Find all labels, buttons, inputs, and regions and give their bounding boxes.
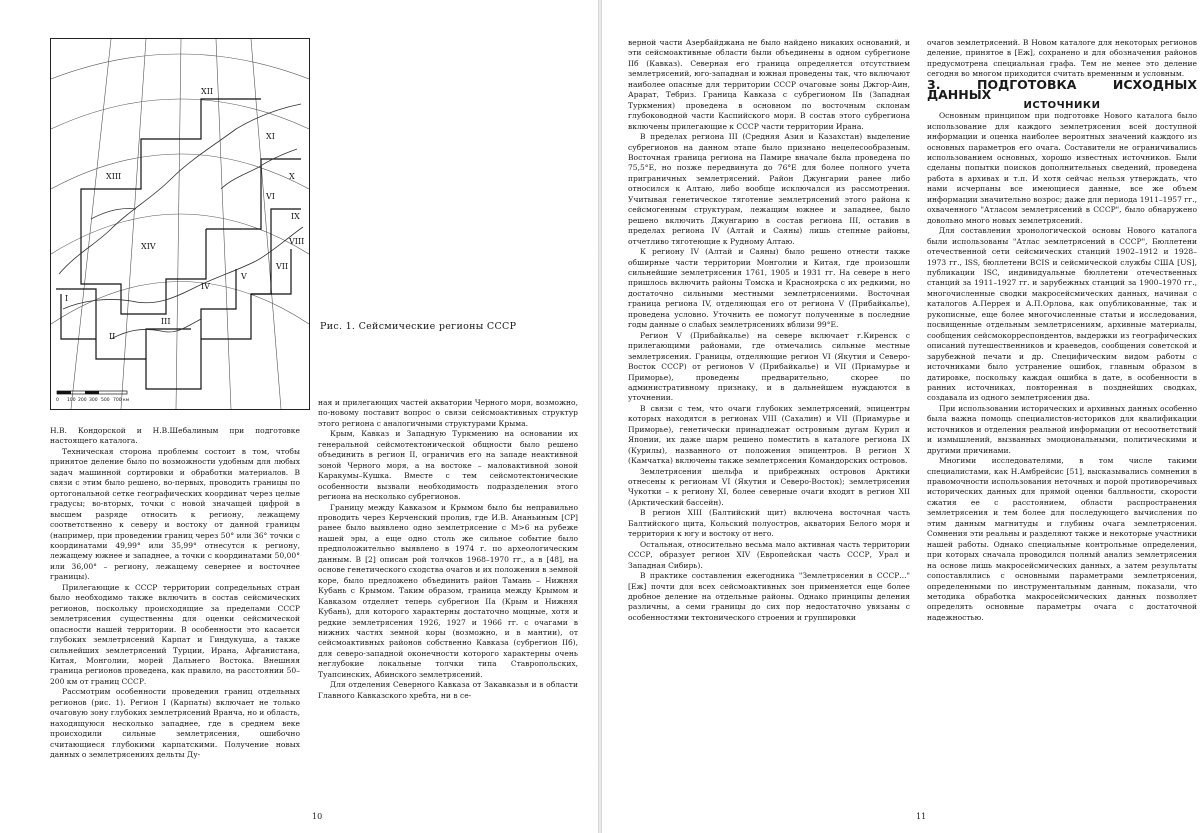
figure-caption: Рис. 1. Сейсмические регионы СССР	[320, 321, 517, 332]
paragraph: Техническая сторона проблемы состоит в том, чтобы принятое деление было по возможности удобным для любых задач машинной сортировки и обработки материалов. В связи с этим было решено, во-первых, проводить границы по ортогональной сетке географических координат через целые градусы; во-вторых, точки с новой значащей цифрой в высшем разряде относить к региону, лежащему соответственно к северу и востоку от данной границы (например, при проведении границ через 50° или 36° точки с координатами 49,99° или 35,99° отнесутся к региону, лежащему южнее и западнее, а точки с координатами 50,00° или 36,00° – региону, лежащему севернее и восточнее границы).	[50, 446, 300, 582]
scale-tick-label: 100	[67, 398, 76, 403]
scale-tick-label: 700 км	[113, 398, 130, 403]
paragraph: Крым, Кавказ и Западную Туркмению на основании их генеральной сейсмотектонической общности было решено объединить в регион II, ограничив его на западе неактивной зоной Черного моря, а на востоке – маловактивной зоной Каракумы–Кушка. Вместе с тем сейсмотектонические особенности вызвали необходимость подразделения этого региона на несколько субрегионов.	[318, 429, 578, 502]
map-label-region: IV	[201, 282, 210, 291]
paragraph: Землетрясения шельфа и прибрежных островов Арктики отнесены к регионам VI (Якутия и Северо-Восток); землетрясения Чукотки – к региону XI, более северные очаги входят в регион XII (Арктический бассейн).	[628, 466, 910, 507]
map-label-region: I	[65, 294, 69, 303]
paragraph: В регион XIII (Балтийский щит) включена восточная часть Балтийского щита, Кольский полуостров, акватория Белого моря и территория к югу и востоку от него.	[628, 508, 910, 539]
left-page-column-2	[318, 398, 578, 808]
paragraph: Многими исследователями, в том числе такими специалистами, как Н.Амбрейсис [51], высказывались сомнения в правомочности использования неточных и порой противоречивых исторических данных для прямой оценки балльности, скорости сжатия ее с расстоянием, области распространения землетрясения и тем более для последующего вычисления по этим данным магнитуды и глубины очага землетрясения. Сомнения эти реальны и разделяют также и некоторые участники нашей работы. Однако специальные контрольные определения, при которых сначала проводился полный анализ землетрясения на основе лишь макросейсмических данных, а затем результаты сопоставлялись с основными параметрами землетрясения, определенными по инструментальным данным, показали, что методика обработка макросейсмических данных позволяет определять основные параметры очага с достаточной надежностью.	[927, 456, 1197, 622]
map-label-region: II	[109, 332, 116, 341]
subsection-heading: ИСТОЧНИКИ	[1023, 99, 1101, 111]
map-label-region: VI	[266, 192, 275, 201]
paragraph: К региону IV (Алтай и Саяны) было решено отнести также обширные части территории Монголии и Китая, где произошли сильнейшие землетрясения 1761, 1905 и 1931 гг. На севере в него пришлось включить районы Томска и Красноярска с их редкими, но достаточно сильными местными землетрясениями. Восточная граница региона IV, отделяющая его от региона V (Прибайкалье), проведена условно. Уточнить ее помогут полученные в последние годы данные о слабых землетрясениях вблизи 99°E.	[628, 247, 910, 330]
scale-tick-label: 0	[56, 398, 59, 403]
paragraph: Прилегающие к СССР территории сопредельных стран было необходимо также включить в состав сейсмических регионов, поскольку происходящие за пределами СССР землетрясения существенны для оценки сейсмической опасности нашей территории. В особенности это касается глубоких землетрясений Карпат и Гиндукуша, а также сильнейших землетрясений Турции, Ирана, Афганистана, Китая, Монголии, морей Дальнего Востока. Внешняя граница регионов проведена, как правило, на расстоянии 50–200 км от границ СССР.	[50, 582, 300, 686]
map-svg	[51, 39, 309, 409]
scale-tick-label: 300	[89, 398, 98, 403]
left-page-column-1	[50, 426, 300, 806]
paragraph: верной части Азербайджана не было найдено никаких оснований, и эти сейсмоактивные области были объединены в одном субрегионе IIб (Кавказ). Северная его граница определяется отсутствием землетрясений, юго-западная и южная проведены так, что включают наиболее опасные для территории СССР очаговые зоны Джгор-Аин, Арарат, Тебриз. Граница Кавказа с субрегионом IIв (Западная Туркмения) проведена в основном по восточным склонам глубоководной части Каспийского моря. В состав этого субрегиона включены прилегающие к СССР части территории Ирана.	[628, 38, 910, 131]
map-label-region: VIII	[289, 237, 305, 246]
paragraph: В практике составления ежегодника "Землетрясения в СССР..." [Еж] почти для всех сейсмоактивных зон применяется еще более дробное деление на отдельные районы. Однако принципы деления различны, а семи границы до сих пор недостаточно увязаны с особенностями тектонического строения и группировки	[628, 571, 910, 622]
paragraph: ная и прилегающих частей акватории Черного моря, возможно, по-новому поставит вопрос о связи сейсмоактивных структур этого региона с аналогичными структурами Крыма.	[318, 398, 578, 428]
map-scale-bar	[56, 391, 129, 403]
map-label-region: XIII	[106, 172, 122, 181]
paragraph: Остальная, относительно весьма мало активная часть территории СССР, образует регион XIV (Европейская часть СССР, Урал и Западная Сибирь).	[628, 539, 910, 570]
page-number: 11	[916, 812, 927, 821]
map-graticule	[51, 39, 309, 409]
paragraph: Регион V (Прибайкалье) на севере включает г.Киренск с прилегающими районами, где отмечались сильные местные землетрясения. Границы, отделяющие регион VI (Якутия и Северо-Восток СССР) от регионов V (Прибайкалье) и VII (Приамурье и Приморье), проведены предварительно, скорее по административному признаку, и в дальнейшем нуждаются в уточнении.	[628, 330, 910, 403]
right-page-column-1	[628, 38, 910, 808]
map-label-region: XIV	[141, 242, 156, 251]
paragraph: Н.В. Кондорской и Н.В.Шебалиным при подготовке настоящего каталога.	[50, 426, 300, 446]
map-label-region: XII	[201, 87, 214, 96]
paragraph: При использовании исторических и архивных данных особенно была важна помощь специалистов-историков для квалификации источников и отделения реальной информации от несоответствий и измышлений, вызванных эмоциональными, политическими и другими причинами.	[927, 403, 1197, 455]
section-heading: 3. ПОДГОТОВКА ИСХОДНЫХ ДАННЫХ	[927, 76, 1197, 103]
paragraph: В пределах региона III (Средняя Азия и Казахстан) выделение субрегионов на данном этапе было признано нецелесообразным. Восточная граница региона на Памире вначале была проведена по 75,5°E, но позже передвинута до 76°E для более полного учета приграничных землетрясений. Район Джунгарии ранее либо относился к Алтаю, либо вообще исключался из рассмотрения. Учитывая генетическое тяготение землетрясений этого района к сейсмогенным структурам, лежащим южнее и западнее, было решено включить Джунгарию в состав региона III, оставив в пределах региона IV (Алтай и Саяны) лишь степные районы, отчетливо тяготеющие к Рудному Алтаю.	[628, 132, 910, 246]
map-label-region: IX	[291, 212, 300, 221]
map-label-region: X	[289, 172, 295, 181]
paragraph: Основным принципом при подготовке Нового каталога было использование для каждого землетрясения всей доступной информации и оценка наиболее вероятных значений каждого из основных параметров его очага. Составители не ограничивались использованием основных, хорошо известных источников. Были сделаны попытки поисков дополнительных сведений, проведена работа в архивах и т.п. И хотя сейчас нельзя утверждать, что нами исчерпаны все имеющиеся данные, все же объем информации значительно возрос; даже для периода 1911–1957 гг., охваченного "Атласом землетрясений в СССР", было обнаружено довольно много новых землетрясений.	[927, 111, 1197, 225]
paragraph: Рассмотрим особенности проведения границ отдельных регионов (рис. 1). Регион I (Карпаты) включает не только очаговую зону глубоких землетрясений Вранча, но и область, находящуюся несколько западнее, где в среднем веке происходили сильные землетрясения, ошибочно считающиеся глубокими карпатскими. Получение новых данных о землетрясениях дельты Ду-	[50, 687, 300, 760]
scale-tick-label: 500	[101, 398, 110, 403]
map-label-region: XI	[266, 132, 275, 141]
paragraph: очагов землетрясений. В Новом каталоге для некоторых регионов деление, принятое в [Еж], сохранено и для обозначения районов предусмотрена специальная графа. Тем не менее это деление сегодня во многом приходится считать временным и условным.	[927, 38, 1197, 79]
paragraph: В связи с тем, что очаги глубоких землетрясений, эпицентры которых находятся в регионах VIII (Сахалин) и VII (Приамурье и Приморье), генетически принадлежат островным дугам Курил и Японии, их даже шарм решено поместить в каталоге региона IX (Курилы), названного от положения эпицентров. В регион X (Камчатка) включены также землетрясения Командорских островов.	[628, 403, 910, 466]
paragraph: Для составления хронологической основы Нового каталога были использованы "Атлас землетрясений в СССР", Бюллетени отечественной сети сейсмических станций 1902–1912 и 1928–1973 гг., ISS, бюллетени BCIS и сейсмической службы США [US], публикации ISC, индивидуальные бюллетени отечественных станций за 1911–1927 гг. и зарубежных станций за 1900–1970 гг., многочисленные сводки макросейсмических данных, начиная с каталогов А.Перрея и А.П.Орлова, как опубликованные, так и рукописные, еще более многочисленные статьи и исследования, посвященные отдельным землетрясениям, архивные материалы, сообщения сейсмокорреспондентов, выдержки из географических описаний путешественников и краеведов, сообщения советской и зарубежной печати и др. Специфическим видом работы с источниками было устранение ошибок, главным образом в датировке, поскольку каждая ошибка в дате, в особенности в ранних источниках, повторенная в позднейших сводках, создавала из одного землетрясения два.	[927, 226, 1197, 403]
right-page-column-2	[927, 38, 1197, 808]
map-label-region: VII	[276, 262, 289, 271]
page-number: 10	[312, 812, 323, 821]
map-label-region: V	[241, 272, 247, 281]
seismic-regions-map	[50, 38, 310, 410]
scale-tick-label: 200	[78, 398, 87, 403]
paragraph: Для отделения Северного Кавказа от Закавказья и в области Главного Кавказского хребта, ни в се-	[318, 680, 578, 700]
map-label-region: III	[161, 317, 171, 326]
paragraph: Границу между Кавказом и Крымом было бы неправильно проводить через Керченский пролив, где И.В. Ананьиным [СР] ранее было выявлено одно землетрясение с M>6 на рубеже нашей эры, а еще одно столь же сильное событие было предположительно выявлено в 1974 г. по археологическим данным. В [2] описан рой толчков 1968–1970 гг., а в [48], на основе генетического сходства очагов и их положения в земной коре, было предложено объединить район Тамань – Нижняя Кубань с Крымом. Таким образом, граница между Крымом и Кавказом отделяет теперь субрегион IIа (Крым и Нижняя Кубань), для которого характерны достаточно мощные, хотя и редкие землетрясения 1926, 1927 и 1966 гг. с очагами в нижних частях земной коры (возможно, и в мантии), от сейсмоактивных районов собственно Кавказа (субрегион IIб), для северо-западной оконечности которого характерны очень неглубокие локальные толчки типа Ставропольских, Туапсинских, Абинского землетрясений.	[318, 502, 578, 679]
